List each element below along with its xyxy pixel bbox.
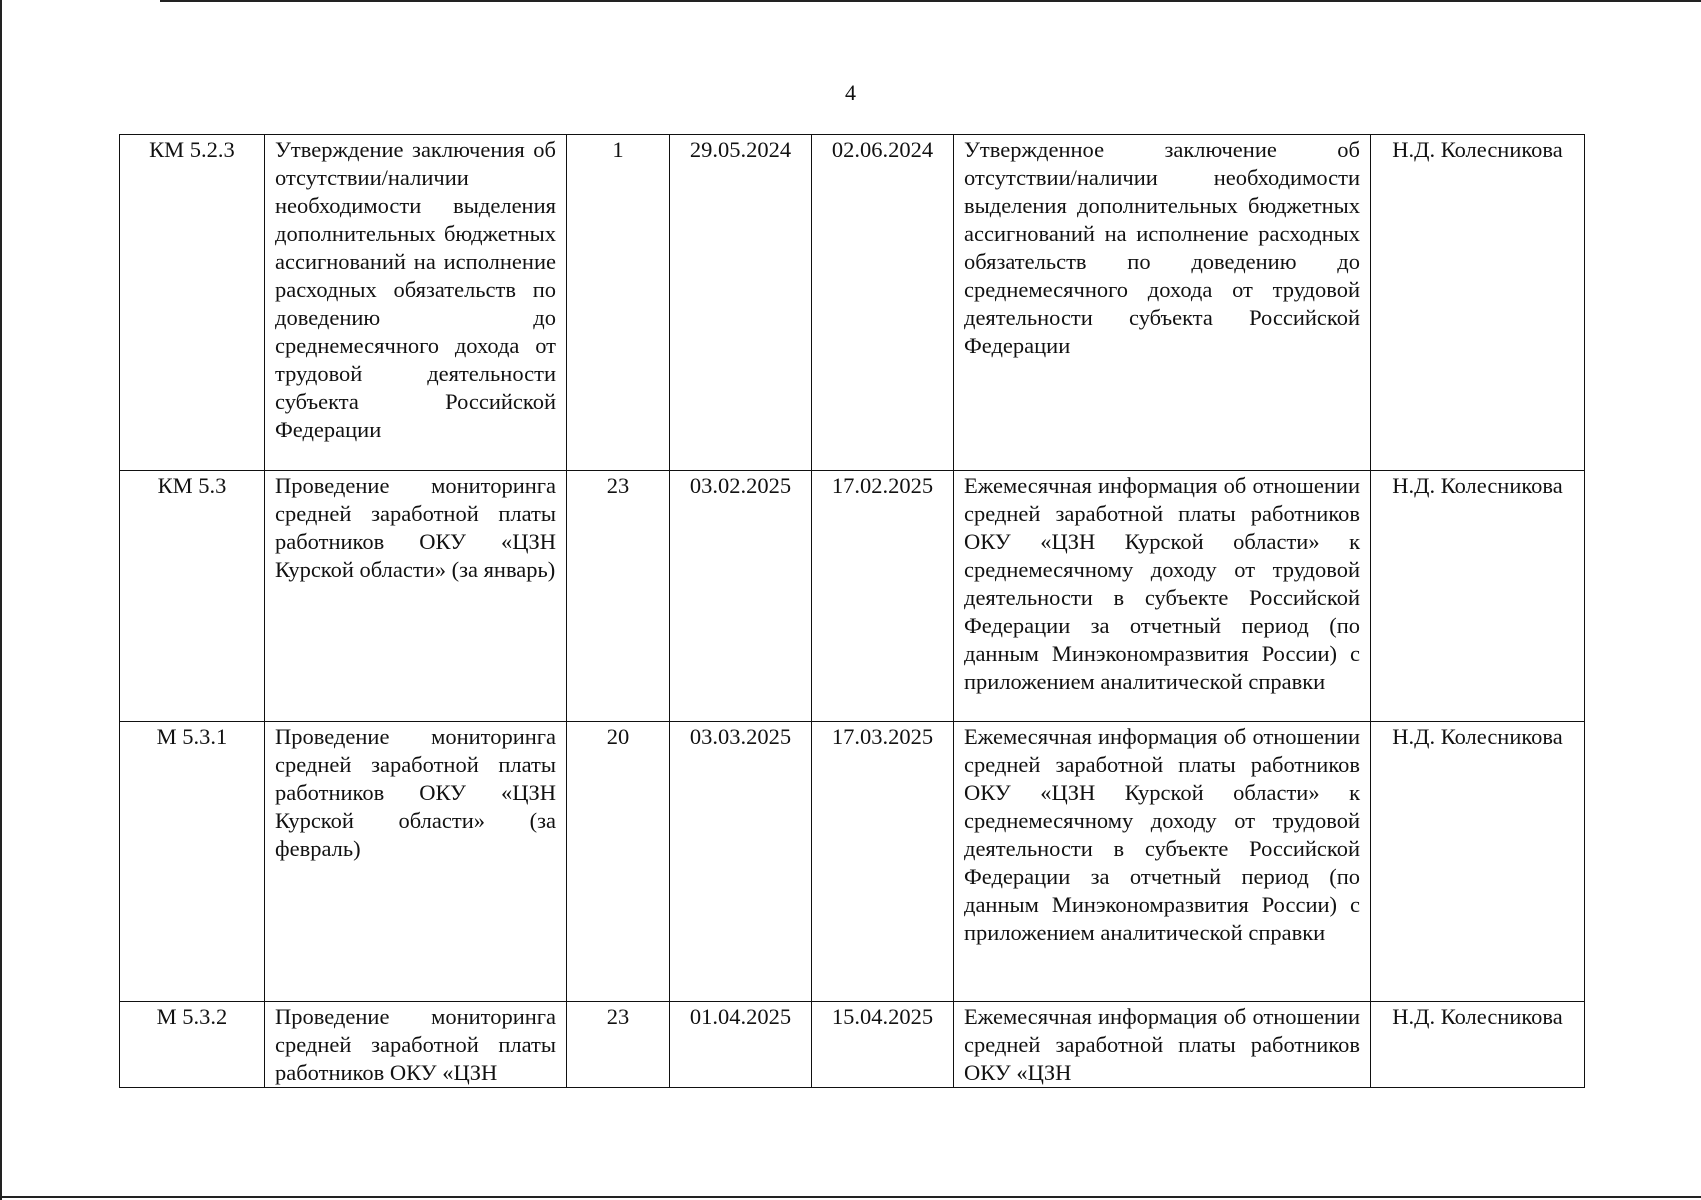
row-task: Проведение мониторинга средней заработной платы работников ОКУ «ЦЗН Курской области» (за февраль) [265,722,567,1002]
row-task: Утверждение заключения об отсутствии/наличии необходимости выделения дополнительных бюджетных ассигнований на исполнение расходных обязательств по доведению до среднемесячного дохода от трудовой деятельности субъекта Российской Федерации [265,135,567,471]
row-task: Проведение мониторинга средней заработной платы работников ОКУ «ЦЗН Курской области» (за январь) [265,471,567,722]
plan-table [119,134,1585,1088]
row-end-date: 17.02.2025 [812,471,954,722]
row-end-date: 02.06.2024 [812,135,954,471]
row-start-date: 03.03.2025 [670,722,812,1002]
table-row [120,722,1585,1002]
row-code: М 5.3.2 [120,1002,265,1088]
row-responsible: Н.Д. Колесникова [1371,471,1585,722]
row-result: Ежемесячная информация об отношении средней заработной платы работников ОКУ «ЦЗН Курской области» к среднемесячному доходу от трудовой деятельности в субъекте Российской Федерации за отчетный период (по данным Минэкономразвития России) с приложением аналитической справки [954,471,1371,722]
row-task: Проведение мониторинга средней заработной платы работников ОКУ «ЦЗН [265,1002,567,1088]
row-duration: 23 [567,1002,670,1088]
row-duration: 1 [567,135,670,471]
row-start-date: 29.05.2024 [670,135,812,471]
table-row [120,135,1585,471]
row-end-date: 15.04.2025 [812,1002,954,1088]
row-responsible: Н.Д. Колесникова [1371,722,1585,1002]
scan-edge-bottom [0,1196,1701,1198]
row-result: Утвержденное заключение об отсутствии/наличии необходимости выделения дополнительных бюджетных ассигнований на исполнение расходных обязательств по доведению до среднемесячного дохода от трудовой деятельности субъекта Российской Федерации [954,135,1371,471]
scan-edge-top [160,0,1701,2]
row-start-date: 01.04.2025 [670,1002,812,1088]
table-row [120,471,1585,722]
row-code: КМ 5.3 [120,471,265,722]
row-result: Ежемесячная информация об отношении средней заработной платы работников ОКУ «ЦЗН [954,1002,1371,1088]
row-duration: 23 [567,471,670,722]
row-result: Ежемесячная информация об отношении средней заработной платы работников ОКУ «ЦЗН Курской области» к среднемесячному доходу от трудовой деятельности в субъекте Российской Федерации за отчетный период (по данным Минэкономразвития России) с приложением аналитической справки [954,722,1371,1002]
row-code: М 5.3.1 [120,722,265,1002]
row-responsible: Н.Д. Колесникова [1371,135,1585,471]
page-number: 4 [845,80,856,105]
table-row [120,1002,1585,1088]
scan-edge-left [0,0,2,1200]
row-responsible: Н.Д. Колесникова [1371,1002,1585,1088]
row-start-date: 03.02.2025 [670,471,812,722]
row-end-date: 17.03.2025 [812,722,954,1002]
row-duration: 20 [567,722,670,1002]
row-code: КМ 5.2.3 [120,135,265,471]
